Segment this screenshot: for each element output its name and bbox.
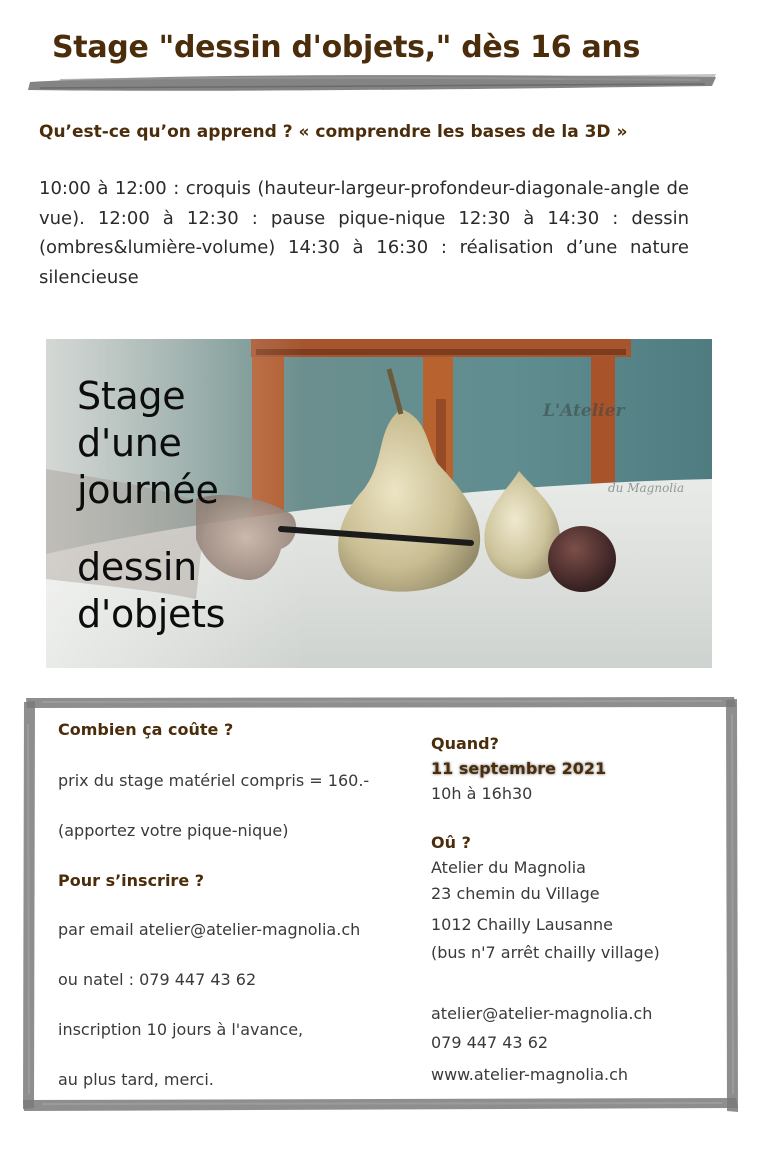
- overlay-line: Stage: [77, 374, 186, 418]
- brush-frame-decoration: [22, 694, 738, 1114]
- learning-question: Qu’est-ce qu’on apprend ? « comprendre les bases de la 3D »: [39, 122, 628, 142]
- advance-notice: inscription 10 jours à l'avance,: [58, 1020, 304, 1039]
- email-line: par email atelier@atelier-magnolia.ch: [58, 920, 361, 939]
- phone-line: ou natel : 079 447 43 62: [58, 970, 257, 989]
- price-text: prix du stage matériel compris = 160.-: [58, 771, 370, 790]
- bus-info: (bus n'7 arrêt chailly village): [431, 943, 660, 962]
- when-label: Quand?: [431, 734, 499, 753]
- venue-name: Atelier du Magnolia: [431, 858, 586, 877]
- where-label: Oû ?: [431, 833, 471, 852]
- picnic-note: (apportez votre pique-nique): [58, 821, 289, 840]
- photo-overlay-text: [77, 373, 225, 638]
- watermark-logo-sub: du Magnolia: [608, 481, 685, 495]
- contact-email[interactable]: atelier@atelier-magnolia.ch: [431, 1004, 653, 1023]
- website-link[interactable]: www.atelier-magnolia.ch: [431, 1065, 629, 1084]
- register-label: Pour s’inscrire ?: [58, 871, 205, 890]
- overlay-line: journée: [77, 468, 219, 512]
- overlay-line: d'objets: [77, 592, 226, 636]
- overlay-line: d'une: [77, 421, 182, 465]
- venue-street: 23 chemin du Village: [431, 884, 600, 903]
- contact-phone[interactable]: 079 447 43 62: [431, 1033, 549, 1052]
- event-hours: 10h à 16h30: [431, 784, 533, 803]
- cost-label: Combien ça coûte ?: [58, 720, 234, 739]
- info-box: [22, 694, 738, 1114]
- page-title: Stage "dessin d'objets," dès 16 ans: [52, 30, 641, 65]
- header: [0, 0, 767, 100]
- course-photo: [46, 339, 712, 668]
- overlay-line: dessin: [77, 545, 197, 589]
- late-notice: au plus tard, merci.: [58, 1070, 214, 1089]
- venue-city: 1012 Chailly Lausanne: [431, 915, 613, 934]
- watermark-logo: L'Atelier: [543, 401, 625, 421]
- event-date: 11 septembre 2021: [431, 759, 607, 778]
- program-schedule: 10:00 à 12:00 : croquis (hauteur-largeur-profondeur-diagonale-angle de vue). 12:00 à 12:30 : pause pique-nique 12:30 à 14:30 : dessin (ombres&lumière-volume) 14:30 à 16:30 : réalisation d’une nature silencieuse: [39, 178, 689, 288]
